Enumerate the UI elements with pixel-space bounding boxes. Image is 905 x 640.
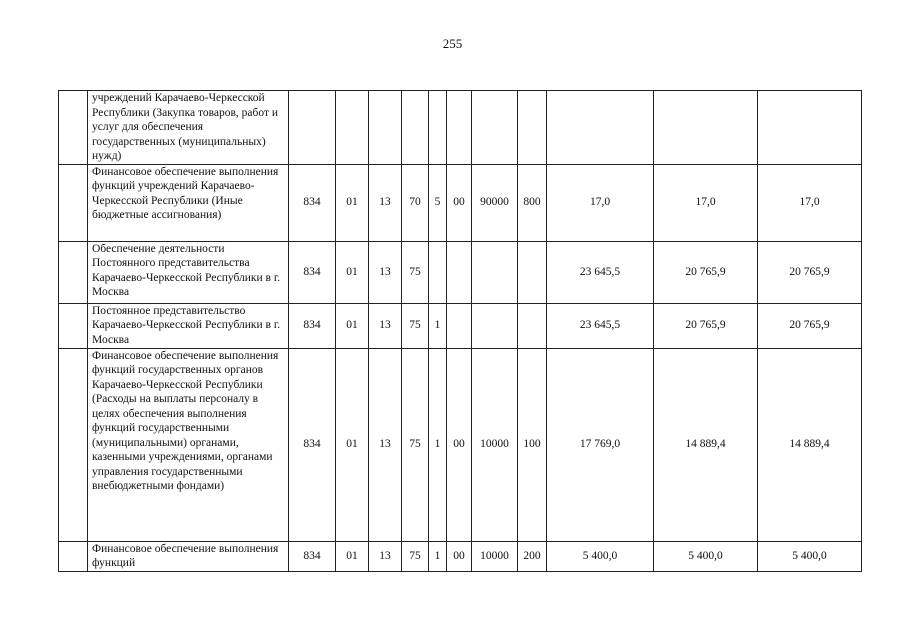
expense-type-code: [518, 241, 547, 303]
section-code: [336, 91, 369, 165]
subprogram-code: [429, 91, 447, 165]
section-code: 01: [336, 541, 369, 571]
amount-year-3: 20 765,9: [758, 241, 862, 303]
program-code: [402, 91, 429, 165]
row-description: Финансовое обеспечение выполнения функций: [88, 541, 289, 571]
subprogram-code: 1: [429, 348, 447, 541]
amount-year-3: [758, 91, 862, 165]
subprogram-code: 1: [429, 303, 447, 348]
subsection-code: [369, 91, 402, 165]
row-margin-cell: [59, 348, 88, 541]
section-code: 01: [336, 303, 369, 348]
subprogram-code: 5: [429, 164, 447, 241]
direction-code: [472, 303, 518, 348]
subsection-code: 13: [369, 541, 402, 571]
main-event-code: 00: [447, 348, 472, 541]
subsection-code: 13: [369, 241, 402, 303]
expense-type-code: [518, 91, 547, 165]
section-code: 01: [336, 348, 369, 541]
program-code: 75: [402, 303, 429, 348]
row-margin-cell: [59, 241, 88, 303]
amount-year-1: 17 769,0: [547, 348, 654, 541]
section-code: 01: [336, 164, 369, 241]
ministry-code: 834: [289, 541, 336, 571]
main-event-code: [447, 91, 472, 165]
expense-type-code: 800: [518, 164, 547, 241]
amount-year-1: 23 645,5: [547, 241, 654, 303]
expense-type-code: 200: [518, 541, 547, 571]
direction-code: 10000: [472, 348, 518, 541]
amount-year-1: 5 400,0: [547, 541, 654, 571]
expense-type-code: 100: [518, 348, 547, 541]
main-event-code: 00: [447, 164, 472, 241]
row-description: Финансовое обеспечение выполнения функций учреждений Карачаево-Черкесской Республики (Иные бюджетные ассигнования): [88, 164, 289, 241]
table-row: [59, 303, 862, 348]
subprogram-code: [429, 241, 447, 303]
row-margin-cell: [59, 541, 88, 571]
amount-year-2: 17,0: [654, 164, 758, 241]
budget-table: [58, 90, 862, 572]
amount-year-1: 23 645,5: [547, 303, 654, 348]
main-event-code: [447, 303, 472, 348]
main-event-code: [447, 241, 472, 303]
program-code: 75: [402, 241, 429, 303]
page-number: 255: [442, 36, 463, 51]
section-code: 01: [336, 241, 369, 303]
ministry-code: 834: [289, 164, 336, 241]
program-code: 75: [402, 541, 429, 571]
row-description: Финансовое обеспечение выполнения функций государственных органов Карачаево-Черкесской Республики (Расходы на выплаты персоналу в целях обеспечения выполнения функций государственными (муниципальными) органами, казенными учреждениями, органами управления государственными внебюджетными фондами): [88, 348, 289, 541]
ministry-code: 834: [289, 241, 336, 303]
program-code: 70: [402, 164, 429, 241]
subsection-code: 13: [369, 348, 402, 541]
row-description: Обеспечение деятельности Постоянного представительства Карачаево-Черкесской Республики в г. Москва: [88, 241, 289, 303]
main-event-code: 00: [447, 541, 472, 571]
amount-year-3: 14 889,4: [758, 348, 862, 541]
subsection-code: 13: [369, 303, 402, 348]
row-description: учреждений Карачаево-Черкесской Республики (Закупка товаров, работ и услуг для обеспечения государственных (муниципальных) нужд): [88, 91, 289, 165]
program-code: 75: [402, 348, 429, 541]
direction-code: [472, 241, 518, 303]
ministry-code: 834: [289, 348, 336, 541]
ministry-code: [289, 91, 336, 165]
subprogram-code: 1: [429, 541, 447, 571]
row-description: Постоянное представительство Карачаево-Черкесской Республики в г. Москва: [88, 303, 289, 348]
table-row: [59, 164, 862, 241]
direction-code: [472, 91, 518, 165]
amount-year-2: 20 765,9: [654, 303, 758, 348]
row-margin-cell: [59, 91, 88, 165]
subsection-code: 13: [369, 164, 402, 241]
table-row: [59, 241, 862, 303]
amount-year-2: 5 400,0: [654, 541, 758, 571]
row-margin-cell: [59, 303, 88, 348]
table-row: [59, 541, 862, 571]
amount-year-2: 20 765,9: [654, 241, 758, 303]
row-margin-cell: [59, 164, 88, 241]
ministry-code: 834: [289, 303, 336, 348]
direction-code: 90000: [472, 164, 518, 241]
direction-code: 10000: [472, 541, 518, 571]
amount-year-3: 20 765,9: [758, 303, 862, 348]
amount-year-2: [654, 91, 758, 165]
table-row: [59, 91, 862, 165]
table-row: [59, 348, 862, 541]
expense-type-code: [518, 303, 547, 348]
amount-year-3: 17,0: [758, 164, 862, 241]
amount-year-2: 14 889,4: [654, 348, 758, 541]
amount-year-1: 17,0: [547, 164, 654, 241]
amount-year-1: [547, 91, 654, 165]
amount-year-3: 5 400,0: [758, 541, 862, 571]
